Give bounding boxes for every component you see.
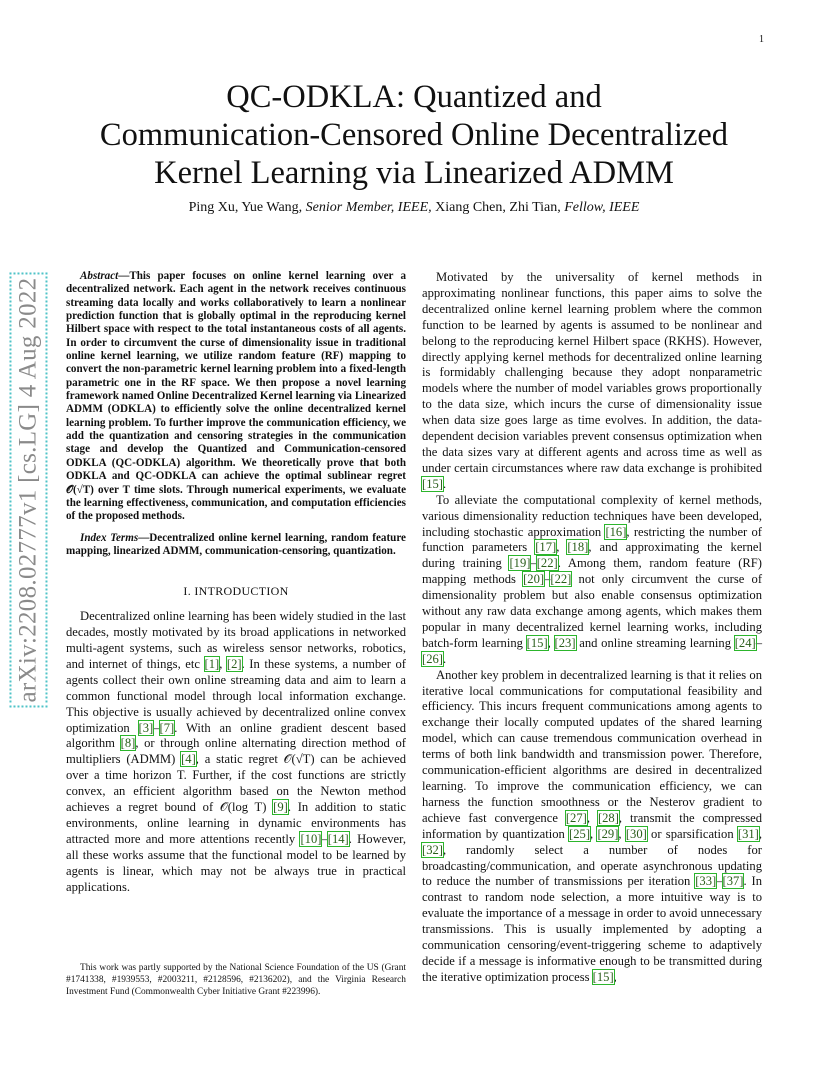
arxiv-stamp bbox=[8, 260, 48, 720]
citation-link[interactable]: [29] bbox=[597, 826, 619, 841]
citation-link[interactable]: [1] bbox=[204, 656, 220, 671]
title-line: Communication-Censored Online Decentralized bbox=[99, 117, 729, 153]
citation-link[interactable]: [16] bbox=[605, 524, 627, 539]
right-column bbox=[422, 270, 762, 986]
index-terms bbox=[66, 532, 406, 559]
citation-link[interactable]: [8] bbox=[120, 736, 136, 751]
body-paragraph: Another key problem in decentralized learning is that it relies on iterative local communications for computational feasibility and efficiency. This incurs frequent communications among agents to exchange their locally computed updates of the shared learning model, which can cause tremendous communication overhead in terms of both link bandwidth and transmission power. Therefore, communication-efficient algorithms are desired in decentralized learning. To improve the communication efficiency, we can harness the function smoothness or the Nesterov gradient to achieve fast convergence [27], [28], transmit the compressed information by quantization [25], [29], [30] or sparsification [31], [32], randomly select a number of nodes for broadcasting/communication, and operate asynchronous updating to reduce the number of transmissions per iteration [33]–[37]. In contrast to random node selection, a more intuitive way is to evaluate the importance of a message in order to avoid unnecessary transmissions. This is usually implemented by adopting a communication censoring/event-triggering scheme to adaptively decide if a message is informative enough to be transmitted during the iterative optimization process [15], bbox=[422, 667, 763, 984]
citation-link[interactable]: [19] bbox=[509, 556, 531, 571]
arxiv-stamp-text[interactable]: arXiv:2208.02777v1 [cs.LG] 4 Aug 2022 bbox=[14, 277, 42, 703]
citation-link[interactable]: [3] bbox=[138, 720, 154, 735]
citation-link[interactable]: [15] bbox=[422, 476, 443, 491]
citation-link[interactable]: [28] bbox=[597, 810, 619, 825]
citation-link[interactable]: [15] bbox=[592, 969, 614, 984]
abstract bbox=[66, 270, 406, 524]
author-role-1: Senior Member, IEEE, bbox=[305, 200, 432, 215]
citation-link[interactable]: [17] bbox=[535, 540, 557, 555]
index-terms-text: —Decentralized online kernel learning, random feature mapping, linearized ADMM, communication-censoring, quantization. bbox=[66, 531, 406, 557]
citation-link[interactable]: [20] bbox=[523, 572, 545, 587]
citation-link[interactable]: [32] bbox=[422, 842, 443, 857]
citation-link[interactable]: [9] bbox=[273, 800, 288, 815]
body-paragraph: Motivated by the universality of kernel methods in approximating nonlinear functions, this paper aims to solve the decentralized online kernel learning problem where the common function to be learned by agents is assumed to be nonlinear and belong to the reproducing kernel Hilbert space (RKHS). However, directly applying kernel methods for decentralized online learning is formidably challenging because they adopt nonparametric models where the number of model variables grows proportionally to the data size, which incurs the curse of dimensionality issue when data size goes large as time evolves. In addition, the data-dependent decision variables prevent consensus optimization when the data sizes vary at different agents and across time as well as under certain circumstances where raw data exchange is prohibited [15]. bbox=[422, 270, 762, 491]
citation-link[interactable]: [23] bbox=[554, 635, 576, 650]
body-paragraph: To alleviate the computational complexity of kernel methods, various dimensionality reduction techniques have been developed, including stochastic approximation [16], restricting the number of function parameters [17], [18], and approximating the kernel during training [19]–[22]. Among them, random feature (RF) mapping methods [20]–[22] not only circumvent the curse of dimensionality problem but also enable consensus optimization without any raw data exchange among agents, which makes them popular in many decentralized kernel learning works, including batch-form learning [15], [23] and online streaming learning [24]–[26]. bbox=[422, 492, 763, 666]
citation-link[interactable]: [7] bbox=[159, 720, 175, 735]
section-heading: I. INTRODUCTION bbox=[183, 584, 289, 599]
citation-link[interactable]: [25] bbox=[569, 826, 591, 841]
footnote: This work was partly supported by the National Science Foundation of the US (Grant #1741338, #1939553, #2003211, #2128596, #2136202), and the Virginia Research Investment Fund (Commonwealth Cyber Initiative Grant #223996). bbox=[66, 963, 406, 997]
left-column bbox=[66, 270, 406, 896]
citation-link[interactable]: [27] bbox=[565, 810, 587, 825]
paper-title bbox=[60, 78, 768, 192]
citation-link[interactable]: [4] bbox=[181, 752, 196, 767]
citation-link[interactable]: [37] bbox=[722, 874, 744, 889]
body-paragraph: Decentralized online learning has been widely studied in the last decades, mostly motivated by its broad applications in networked multi-agent systems, such as wireless sensor networks, robotics, and internet of things, etc [1], [2]. In these systems, a number of agents collect their own online streaming data and aim to learn a common functional model through local information exchange. This objective is usually achieved by decentralized online convex optimization [3]–[7]. With an online gradient descent based algorithm [8], or through online alternating direction method of multipliers (ADMM) [4], a static regret 𝒪(√T) can be achieved over a time horizon T. Further, if the cost functions are strictly convex, an efficient algorithm based on the Newton method achieves a regret bound of 𝒪(log T) [9]. In addition to static environments, online learning in dynamic environments has attracted more and more attentions recently [10]–[14]. However, all these works assume that the functional model to be learned by agents is linear, which may not be always true in practical applications. bbox=[66, 609, 406, 894]
citation-link[interactable]: [24] bbox=[734, 635, 756, 650]
citation-link[interactable]: [22] bbox=[550, 572, 572, 587]
title-line: QC-ODKLA: Quantized and bbox=[226, 79, 602, 115]
citation-link[interactable]: [31] bbox=[737, 826, 759, 841]
citation-link[interactable]: [33] bbox=[695, 874, 717, 889]
author-names-1: Ping Xu, Yue Wang, bbox=[188, 200, 306, 215]
citation-link[interactable]: [10] bbox=[300, 831, 322, 846]
citation-link[interactable]: [14] bbox=[327, 831, 349, 846]
citation-link[interactable]: [26] bbox=[422, 651, 443, 666]
citation-link[interactable]: [22] bbox=[536, 556, 558, 571]
page-number: 1 bbox=[759, 34, 764, 45]
author-names-2: Xiang Chen, Zhi Tian, bbox=[431, 200, 565, 215]
author-role-2: Fellow, IEEE bbox=[564, 200, 640, 215]
citation-link[interactable]: [18] bbox=[567, 540, 589, 555]
citation-link[interactable]: [30] bbox=[625, 826, 647, 841]
citation-link[interactable]: [2] bbox=[226, 656, 242, 671]
author-list bbox=[60, 200, 768, 216]
title-line: Kernel Learning via Linearized ADMM bbox=[154, 155, 674, 191]
index-terms-label: Index Terms bbox=[80, 531, 139, 544]
citation-link[interactable]: [15] bbox=[526, 635, 548, 650]
abstract-text: —This paper focuses on online kernel learning over a decentralized network. Each agent in the network receives continuous streaming data locally and works collaboratively to learn a nonlinear prediction function that is globally optimal in the reproducing kernel Hilbert space with respect to the total instantaneous costs of all agents. In order to circumvent the curse of dimensionality issue in traditional online kernel learning, we utilize random feature (RF) mapping to convert the non-parametric kernel learning problem into a fixed-length parametric one in the RF space. We then propose a novel learning framework named Online Decentralized Kernel learning via Linearized ADMM (ODKLA) to efficiently solve the online decentralized kernel learning problem. To further improve the communication efficiency, we add the quantization and censoring strategies in the communication stage and develop the Quantized and Communication-censored ODKLA (QC-ODKLA) algorithm. We theoretically prove that both ODKLA and QC-ODKLA can achieve the optimal sublinear regret 𝒪(√T) over T time slots. Through numerical experiments, we evaluate the learning effectiveness, communication, and computation efficiencies of the proposed methods. bbox=[66, 270, 406, 523]
abstract-label: Abstract bbox=[80, 270, 119, 282]
